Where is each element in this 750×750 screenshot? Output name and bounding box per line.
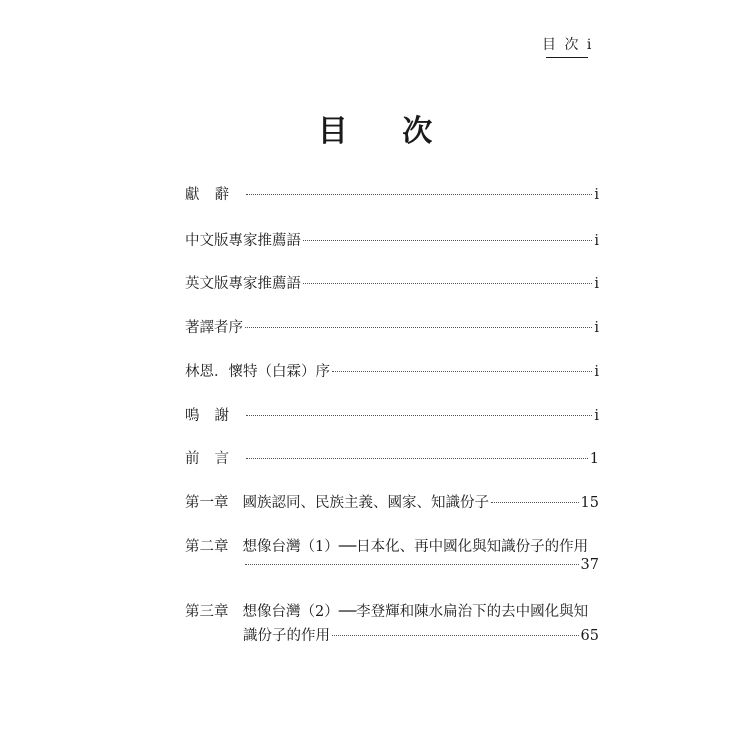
toc-entry-label: 前言 [185, 451, 244, 467]
toc-page-number: 1 [589, 451, 599, 467]
chapter-title: 國族認同、民族主義、國家、知識份子 [242, 495, 489, 511]
toc-page-number: i [594, 276, 599, 292]
toc-entry-chapter-2[interactable] [185, 535, 599, 556]
toc-entry-white-preface[interactable] [185, 360, 599, 381]
toc-entry-acknowledgements[interactable] [185, 404, 599, 425]
dot-leader [245, 327, 592, 328]
toc-entry-chinese-endorsements[interactable] [185, 229, 599, 250]
toc-entry-chapter-3-continuation[interactable] [243, 624, 599, 645]
dot-leader [332, 635, 579, 636]
toc-entry-translator-preface[interactable] [185, 316, 599, 337]
toc-page-number: i [594, 408, 599, 424]
dot-leader [246, 415, 592, 416]
toc-entry-chapter-2-continuation[interactable] [243, 557, 599, 573]
toc-entry-english-endorsements[interactable] [185, 272, 599, 293]
toc-page-number: i [594, 320, 599, 336]
running-head: 目 次 i [542, 37, 594, 53]
toc-entry-chapter-1[interactable] [185, 491, 599, 512]
toc-entry-label: 鳴謝 [185, 408, 244, 424]
toc-entry-dedication[interactable] [185, 183, 599, 204]
dot-leader [491, 502, 579, 503]
dot-leader [303, 240, 592, 241]
toc-page-number: 65 [580, 628, 599, 644]
toc-entry-label: 中文版專家推薦語 [185, 233, 301, 249]
dot-leader [303, 283, 592, 284]
toc-entry-chapter-3[interactable] [185, 600, 599, 621]
dot-leader [245, 564, 579, 565]
dot-leader [246, 194, 592, 195]
toc-page-number: 15 [580, 495, 599, 511]
page-title: 目 次 [317, 114, 455, 149]
toc-page-number: i [594, 187, 599, 203]
dot-leader [332, 371, 592, 372]
chapter-number: 第二章 [185, 539, 229, 555]
chapter-title: 想像台灣（2）──李登輝和陳水扁治下的去中國化與知 [242, 604, 589, 620]
toc-entry-label: 林恩．懷特（白霖）序 [185, 364, 330, 380]
chapter-title: 想像台灣（1）──日本化、再中國化與知識份子的作用 [242, 539, 589, 555]
toc-entry-foreword[interactable] [185, 447, 599, 468]
chapter-number: 第一章 [185, 495, 229, 511]
toc-entry-label: 英文版專家推薦語 [185, 276, 301, 292]
running-head-rule [546, 57, 588, 58]
chapter-number: 第三章 [185, 604, 229, 620]
dot-leader [246, 458, 588, 459]
toc-entry-label: 獻辭 [185, 187, 244, 203]
chapter-title-continuation: 識份子的作用 [243, 628, 330, 644]
toc-page-number: i [594, 364, 599, 380]
toc-page-number: i [594, 233, 599, 249]
toc-page-number: 37 [580, 557, 599, 573]
toc-entry-label: 著譯者序 [185, 320, 243, 336]
